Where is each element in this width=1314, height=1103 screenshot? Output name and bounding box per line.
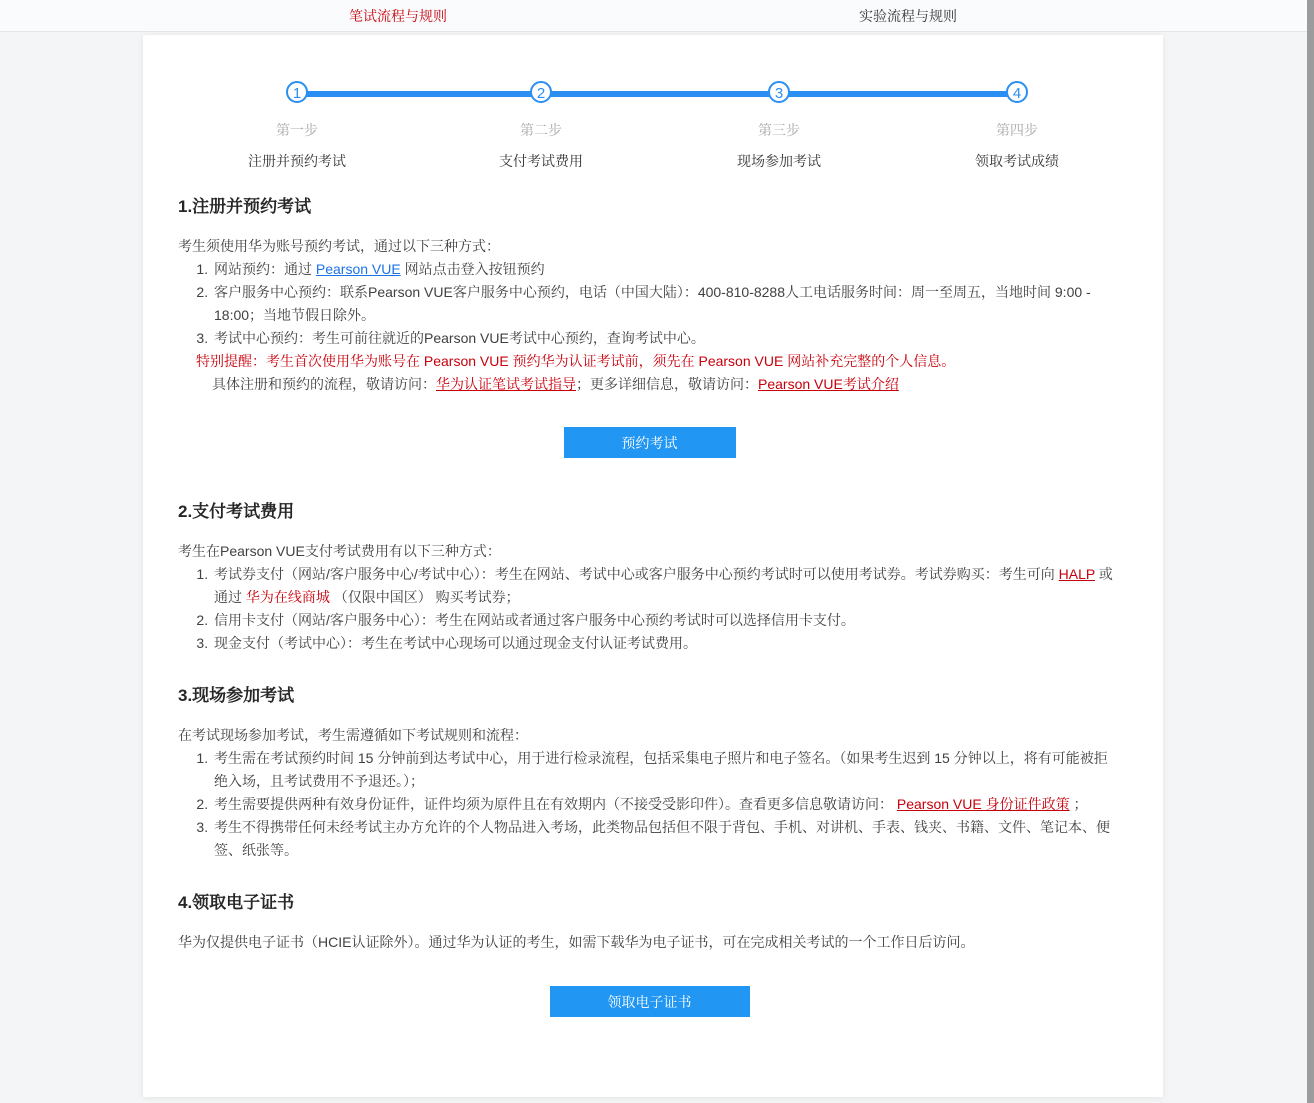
list-item-text: ； <box>1069 796 1088 812</box>
list-item-text: 考生需要提供两种有效身份证件，证件均须为原件且在有效期内（不接受受影印件）。查看更多信息敬请访问： <box>214 796 897 812</box>
registration-guide-line <box>212 373 1121 396</box>
spacer <box>178 458 1121 497</box>
list-item <box>212 327 1121 350</box>
section-3-intro: 在考试现场参加考试，考生需遵循如下考试规则和流程： <box>178 727 528 743</box>
spacer <box>178 862 1121 888</box>
section-1-title: 1.注册并预约考试 <box>178 197 312 216</box>
step-2-circle: 2 <box>530 81 552 103</box>
list-item-text: 客户服务中心预约：联系Pearson VUE客户服务中心预约，电话（中国大陆）：400-810-8288人工电话服务时间：周一至周五，当地时间 9:00 - 18:00；当地节假日除外。 <box>214 284 1091 323</box>
huawei-online-store-link[interactable]: 华为在线商城 <box>245 589 330 605</box>
section-4-intro: 华为仅提供电子证书（HCIE认证除外）。通过华为认证的考生，如需下载华为电子证书，可在完成相关考试的一个工作日后访问。 <box>178 934 975 950</box>
section-1-intro: 考生须使用华为账号预约考试，通过以下三种方式： <box>178 238 500 254</box>
line-text: 具体注册和预约的流程，敬请访问： <box>212 376 436 392</box>
list-item <box>212 281 1121 327</box>
step-2-sub: 第二步 <box>520 122 562 138</box>
section-1-list <box>178 258 1121 350</box>
tab-written-exam-rules[interactable] <box>143 0 653 31</box>
step-1-circle: 1 <box>286 81 308 103</box>
pearson-vue-link[interactable]: Pearson VUE <box>315 261 401 277</box>
list-item <box>212 747 1121 793</box>
list-item-text: 网站预约：通过 <box>214 261 316 277</box>
list-item-text: 考试中心预约：考生可前往就近的Pearson VUE考试中心预约，查询考试中心。 <box>214 330 705 346</box>
exam-steps-progress <box>143 35 1163 192</box>
list-item <box>212 632 1121 655</box>
list-item <box>212 793 1121 816</box>
step-4-circle: 4 <box>1006 81 1028 103</box>
step-4-label: 领取考试成绩 <box>975 153 1059 169</box>
section-3-list <box>178 747 1121 862</box>
step-4-sub: 第四步 <box>996 122 1038 138</box>
section-3-title: 3.现场参加考试 <box>178 686 295 705</box>
vertical-scrollbar[interactable] <box>1307 0 1314 1103</box>
list-item-text: 信用卡支付（网站/客户服务中心）：考生在网站或者通过客户服务中心预约考试时可以选择信用卡支付。 <box>214 612 855 628</box>
list-item-text: 考试券支付（网站/客户服务中心/考试中心）：考生在网站、考试中心或客户服务中心预约考试时可以使用考试券。考试券购买：考生可向 <box>214 566 1059 582</box>
section-2-title: 2.支付考试费用 <box>178 502 295 521</box>
id-policy-link[interactable]: Pearson VUE 身份证件政策 <box>896 796 1070 812</box>
step-2-pay <box>441 81 641 171</box>
section-2-list <box>178 563 1121 655</box>
list-item-text: 现金支付（考试中心）：考生在考试中心现场可以通过现金支付认证考试费用。 <box>214 635 697 651</box>
tab-written-exam-rules-label: 笔试流程与规则 <box>349 7 447 24</box>
step-1-register <box>197 81 397 171</box>
tab-lab-exam-rules-label: 实验流程与规则 <box>859 7 957 24</box>
list-item-text: 网站点击登入按钮预约 <box>400 261 545 277</box>
top-tab-bar-inner <box>143 0 1163 31</box>
step-3-circle: 3 <box>768 81 790 103</box>
line-text: ；更多详细信息，敬请访问： <box>576 376 758 392</box>
step-2-label: 支付考试费用 <box>499 153 583 169</box>
section-2-intro: 考生在Pearson VUE支付考试费用有以下三种方式： <box>178 543 501 559</box>
list-item-text: 或通过 <box>214 566 1113 605</box>
list-item <box>212 609 1121 632</box>
step-1-sub: 第一步 <box>276 122 318 138</box>
written-exam-guide-link[interactable]: 华为认证笔试考试指导 <box>436 376 576 392</box>
halp-link[interactable]: HALP <box>1058 566 1095 582</box>
step-3-label: 现场参加考试 <box>737 153 821 169</box>
list-item <box>212 816 1121 862</box>
book-exam-button[interactable]: 预约考试 <box>564 427 736 458</box>
list-item <box>212 258 1121 281</box>
stepper-connector-line <box>297 91 1017 97</box>
section-4-title: 4.领取电子证书 <box>178 893 295 912</box>
step-3-sub: 第三步 <box>758 122 800 138</box>
rules-content <box>143 192 1163 1017</box>
list-item-text: 考生需在考试预约时间 15 分钟前到达考试中心，用于进行检录流程，包括采集电子照片和电子签名。（如果考生迟到 15 分钟以上，将有可能被拒绝入场，且考试费用不予退还。）； <box>214 750 1108 789</box>
step-1-label: 注册并预约考试 <box>248 153 346 169</box>
step-4-results <box>917 81 1117 171</box>
top-tab-bar <box>0 0 1314 32</box>
list-item-text: 考生不得携带任何未经考试主办方允许的个人物品进入考场，此类物品包括但不限于背包、手机、对讲机、手表、钱夹、书籍、文件、笔记本、便签、纸张等。 <box>214 819 1110 858</box>
spacer <box>178 655 1121 681</box>
tab-lab-exam-rules[interactable] <box>653 0 1163 31</box>
main-card <box>143 35 1163 1097</box>
list-item <box>212 563 1121 609</box>
step-3-attend <box>679 81 879 171</box>
list-item-text: （仅限中国区） 购买考试券； <box>329 589 520 605</box>
special-reminder-text: 特别提醒：考生首次使用华为账号在 Pearson VUE 预约华为认证考试前，须先在 Pearson VUE 网站补充完整的个人信息。 <box>196 353 956 369</box>
get-certificate-button[interactable]: 领取电子证书 <box>550 986 750 1017</box>
pearson-vue-exam-intro-link[interactable]: Pearson VUE考试介绍 <box>758 376 899 392</box>
